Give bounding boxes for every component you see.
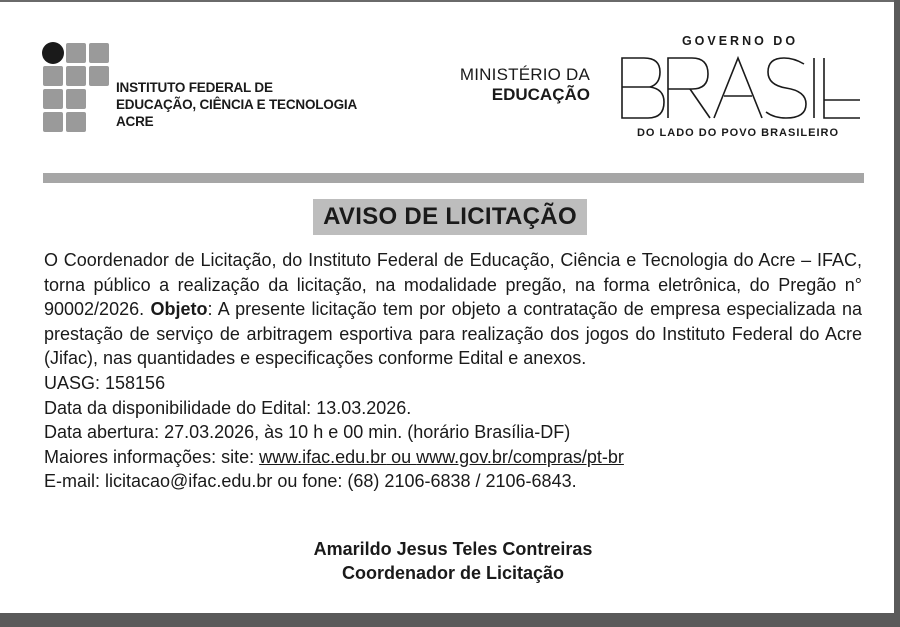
paragraph-text: : A presente licitação tem por objeto a contratação de empresa especializada na prestação de serviço de arbitragem esportiva para realização dos jogos do Instituto Federal do Acre (Jifac), nas quantidades e especificações conforme Edital e anexos. xyxy=(44,299,862,369)
if-logo-square xyxy=(66,112,86,132)
if-logo-dot xyxy=(42,42,64,64)
signature-block xyxy=(0,537,900,585)
government-tagline: DO LADO DO POVO BRASILEIRO xyxy=(636,127,839,139)
header-divider xyxy=(43,173,864,183)
if-logo-line: ACRE xyxy=(116,114,154,129)
if-logo-line: INSTITUTO FEDERAL DE xyxy=(116,80,273,95)
if-logo-square xyxy=(66,66,86,86)
if-logo-icon xyxy=(42,42,110,134)
objeto-label: Objeto xyxy=(150,299,208,320)
contact-line: E-mail: licitacao@ifac.edu.br ou fone: (68) 2106-6838 / 2106-6843. xyxy=(44,471,577,492)
if-logo-square xyxy=(43,112,63,132)
gov-compras-link[interactable]: www.gov.br/compras/pt-br xyxy=(416,446,624,467)
if-logo-square xyxy=(89,66,109,86)
page-right-edge xyxy=(894,0,900,627)
paragraph-text: O Coordenador de Licitação, do Instituto Federal de Educação, Ciência e Tecnologia do Acre – IFAC, torna público a realização da licitação, na modalidade pregão, na forma eletrônica, do Pregão n° 90002/2026. xyxy=(44,250,862,320)
notice-paragraph xyxy=(44,248,862,371)
info-line xyxy=(44,445,862,470)
notice-body xyxy=(44,248,862,494)
page-top-edge xyxy=(0,0,900,2)
ifac-site-link[interactable]: www.ifac.edu.br xyxy=(259,446,387,467)
ministry-line: MINISTÉRIO DA xyxy=(459,65,590,84)
info-label: Maiores informações: site: xyxy=(44,446,260,467)
signatory-role: Coordenador de Licitação xyxy=(341,563,565,583)
page-bottom-edge xyxy=(0,613,900,627)
opening-line: Data abertura: 27.03.2026, às 10 h e 00 min. (horário Brasília-DF) xyxy=(44,422,571,443)
if-logo-square xyxy=(43,89,63,109)
if-logo-square xyxy=(66,43,86,63)
info-or: ou xyxy=(386,446,417,467)
brasil-wordmark-icon xyxy=(618,54,864,122)
availability-line: Data da disponibilidade do Edital: 13.03.2026. xyxy=(44,397,412,418)
if-logo-square xyxy=(66,89,86,109)
title-wrapper xyxy=(0,199,900,235)
ministry-logo xyxy=(430,65,590,105)
ministry-line-bold: EDUCAÇÃO xyxy=(491,85,590,104)
signatory-name: Amarildo Jesus Teles Contreiras xyxy=(313,539,593,559)
if-logo-square xyxy=(43,66,63,86)
government-logo-top: GOVERNO DO xyxy=(681,34,799,48)
if-logo-square xyxy=(89,43,109,63)
uasg-line: UASG: 158156 xyxy=(44,372,166,393)
if-logo-text xyxy=(116,79,357,130)
notice-title: AVISO DE LICITAÇÃO xyxy=(313,199,587,235)
brasil-wordmark-text: BRASIL xyxy=(618,54,622,55)
if-logo-line: EDUCAÇÃO, CIÊNCIA E TECNOLOGIA xyxy=(116,97,358,112)
